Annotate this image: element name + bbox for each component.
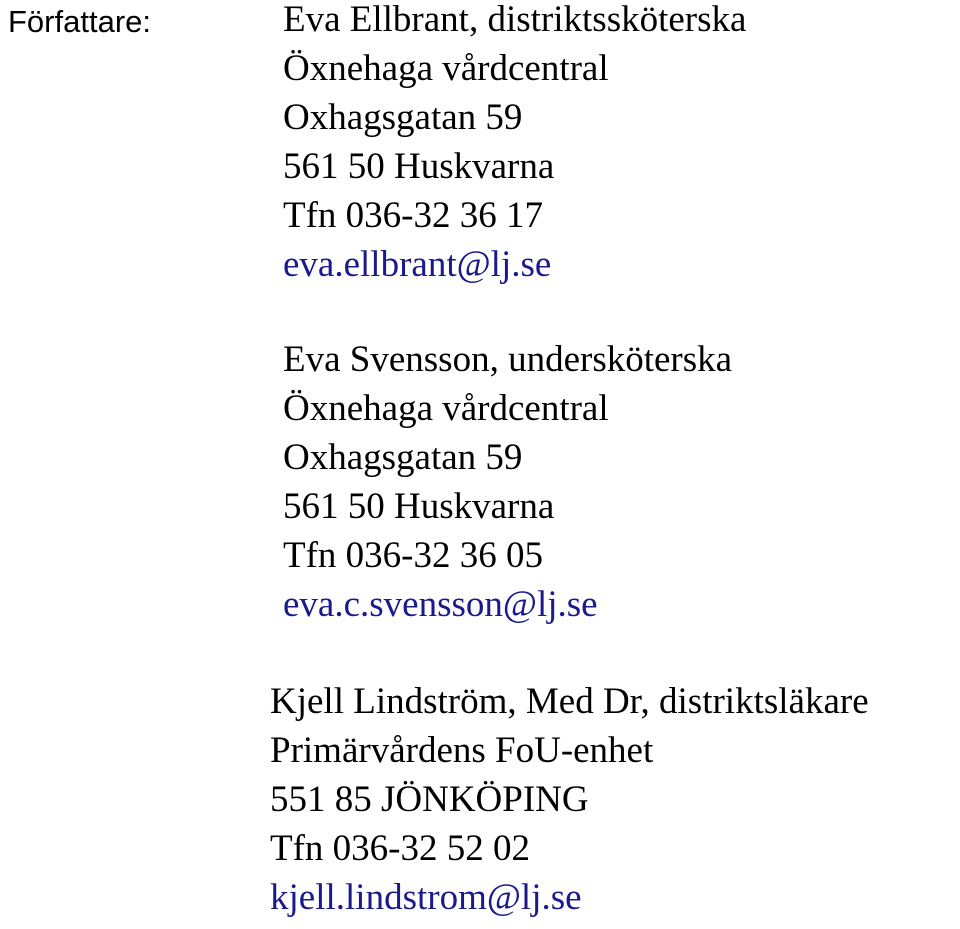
author-email-link[interactable]: kjell.lindstrom@lj.se (270, 877, 582, 918)
author-block (270, 677, 869, 922)
author-organization: Primärvårdens FoU-enhet (270, 730, 654, 771)
author-name-title: Eva Svensson, undersköterska (283, 339, 733, 380)
author-postal: 551 85 JÖNKÖPING (270, 779, 589, 820)
author-phone: Tfn 036-32 36 05 (283, 535, 543, 576)
author-block (283, 335, 732, 629)
authors-label: Författare: (8, 4, 151, 39)
author-email-link[interactable]: eva.c.svensson@lj.se (283, 584, 598, 625)
author-name-title: Eva Ellbrant, distriktssköterska (283, 0, 747, 40)
author-postal: 561 50 Huskvarna (283, 486, 555, 527)
author-name-title: Kjell Lindström, Med Dr, distriktsläkare (270, 681, 869, 722)
author-phone: Tfn 036-32 52 02 (270, 828, 530, 869)
author-email-link[interactable]: eva.ellbrant@lj.se (283, 244, 552, 285)
author-postal: 561 50 Huskvarna (283, 146, 555, 187)
author-block (283, 0, 746, 289)
author-organization: Öxnehaga vårdcentral (283, 388, 609, 429)
author-street: Oxhagsgatan 59 (283, 97, 523, 138)
author-organization: Öxnehaga vårdcentral (283, 48, 609, 89)
author-phone: Tfn 036-32 36 17 (283, 195, 543, 236)
author-street: Oxhagsgatan 59 (283, 437, 523, 478)
